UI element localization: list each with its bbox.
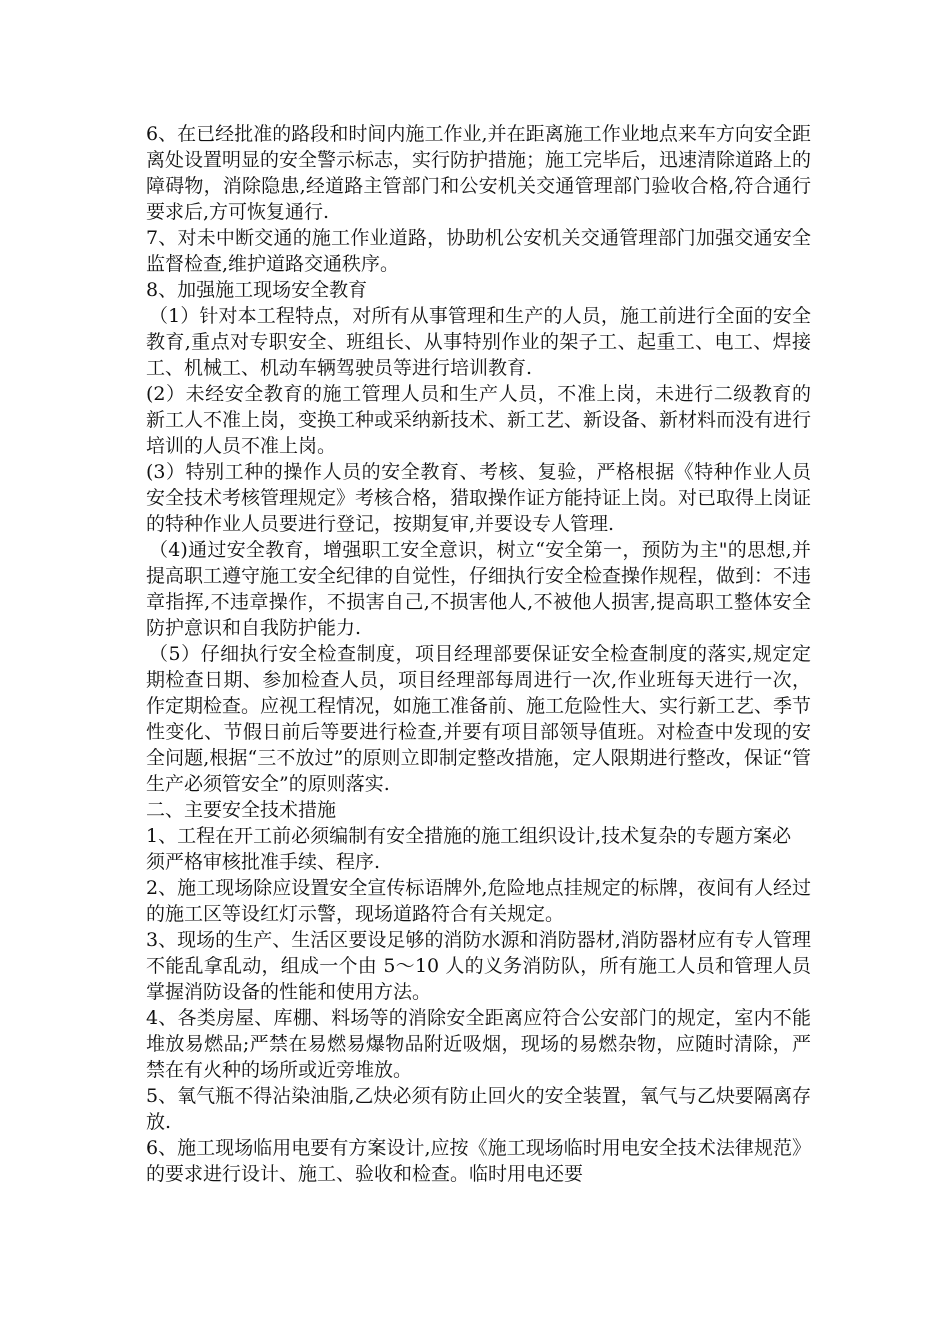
paragraph-measure-2-signage: 2、施工现场除应设置安全宣传标语牌外,危险地点挂规定的标牌，夜间有人经过的施工区等设红灯示警，现场道路符合有关规定。 bbox=[146, 877, 811, 925]
paragraph-measure-5-gas-cylinders: 5、氧气瓶不得沾染油脂,乙炔必须有防止回火的安全装置，氧气与乙炔要隔离存放. bbox=[146, 1085, 811, 1133]
paragraph-measure-1-line-1: 1、工程在开工前必须编制有安全措施的施工组织设计,技术复杂的专题方案必 bbox=[146, 825, 792, 847]
paragraph-measure-4-storage: 4、各类房屋、库棚、料场等的消除安全距离应符合公安部门的规定，室内不能堆放易燃品;严禁在易燃易爆物品附近吸烟，现场的易燃杂物，应随时清除，严禁在有火种的场所或近旁堆放。 bbox=[146, 1007, 811, 1081]
paragraph-sub-1-training: （1）针对本工程特点，对所有从事管理和生产的人员，施工前进行全面的安全教育,重点对专职安全、班组长、从事特别作业的架子工、起重工、电工、焊接工、机械工、机动车辆驾驶员等进行培训教育. bbox=[146, 305, 811, 379]
paragraph-measure-1-line-2: 须严格审核批准手续、程序. bbox=[146, 851, 381, 873]
paragraph-measure-6-temporary-power: 6、施工现场临用电要有方案设计,应按《施工现场临时用电安全技术法律规范》的要求进行设计、施工、验收和检查。临时用电还要 bbox=[146, 1137, 811, 1185]
paragraph-item-7-traffic-order: 7、对未中断交通的施工作业道路，协助机公安机关交通管理部门加强交通安全监督检查,维护道路交通秩序。 bbox=[146, 227, 811, 275]
paragraph-item-6-road-closure: 6、在已经批准的路段和时间内施工作业,并在距离施工作业地点来车方向安全距离处设置明显的安全警示标志，实行防护措施；施工完毕后，迅速清除道路上的障碍物，消除隐患,经道路主管部门和公安机关交通管理部门验收合格,符合通行要求后,方可恢复通行. bbox=[146, 123, 812, 223]
paragraph-sub-5-inspection: （5）仔细执行安全检查制度，项目经理部要保证安全检查制度的落实,规定定期检查日期、参加检查人员，项目经理部每周进行一次,作业班每天进行一次，作定期检查。应视工程情况，如施工准备前、施工危险性大、实行新工艺、季节性变化、节假日前后等要进行检查,并要有项目部领导值班。对检查中发现的安全问题,根据“三不放过”的原则立即制定整改措施，定人限期进行整改，保证“管生产必须管安全”的原则落实. bbox=[146, 643, 812, 795]
paragraph-sub-4-safety-awareness: （4)通过安全教育，增强职工安全意识，树立“安全第一，预防为主"的思想,并提高职工遵守施工安全纪律的自觉性，仔细执行安全检查操作规程，做到：不违章指挥,不违章操作，不损害自己,不损害他人,不被他人损害,提高职工整体安全防护意识和自我防护能力. bbox=[146, 539, 812, 639]
document-body bbox=[146, 121, 811, 1187]
paragraph-sub-2-no-entry: (2）未经安全教育的施工管理人员和生产人员，不准上岗，未进行二级教育的新工人不准上岗，变换工种或采纳新技术、新工艺、新设备、新材料而没有进行培训的人员不准上岗。 bbox=[146, 383, 812, 457]
paragraph-item-8-safety-education-heading: 8、加强施工现场安全教育 bbox=[146, 279, 368, 301]
paragraph-measure-3-fire-fighting: 3、现场的生产、生活区要设足够的消防水源和消防器材,消防器材应有专人管理不能乱拿乱动，组成一个由 5～10 人的义务消防队，所有施工人员和管理人员掌握消防设备的性能和使用方法。 bbox=[146, 929, 811, 1003]
paragraph-sub-3-special-workers: (3）特别工种的操作人员的安全教育、考核、复验，严格根据《特种作业人员安全技术考核管理规定》考核合格，猎取操作证方能持证上岗。对已取得上岗证的特种作业人员要进行登记，按期复审,并要设专人管理. bbox=[146, 461, 812, 535]
section-heading-technical-measures: 二、主要安全技术措施 bbox=[146, 799, 337, 821]
